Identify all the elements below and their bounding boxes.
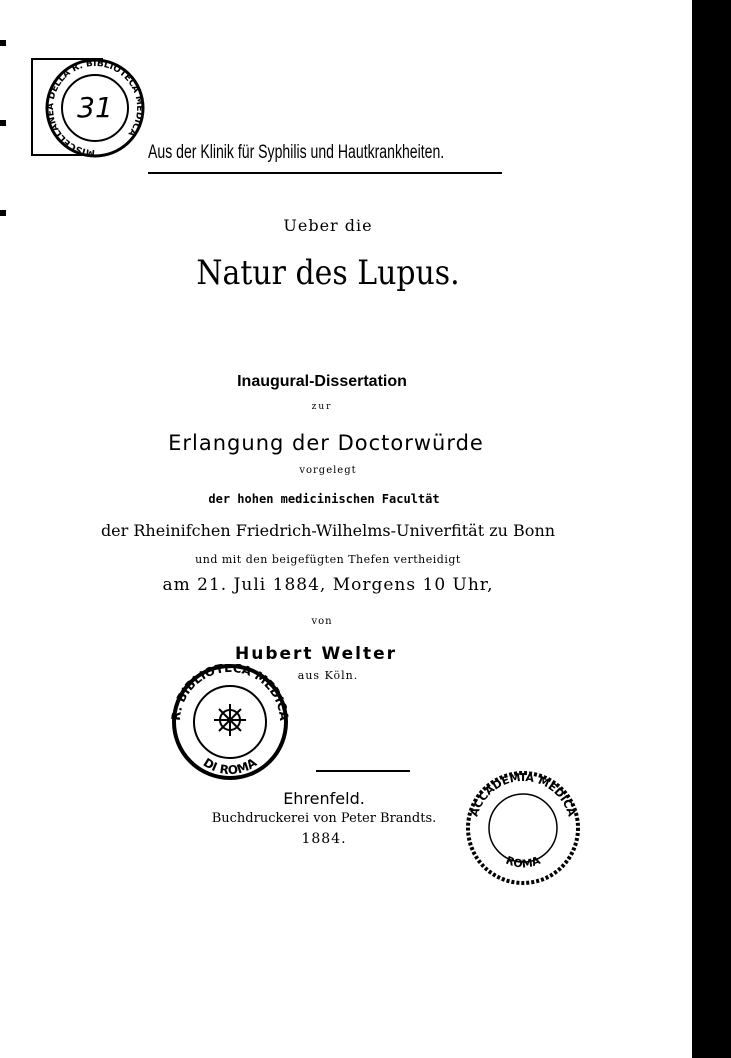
academy-stamp — [462, 770, 584, 890]
stamp-bottom-text: ROMA — [503, 853, 543, 871]
dissertation-type: Inaugural-Dissertation — [237, 373, 407, 390]
title-prefix: Ueber die — [283, 216, 373, 235]
defense-date: am 21. Juli 1884, Morgens 10 Uhr, — [162, 575, 494, 595]
connector-von: von — [311, 616, 333, 627]
author-origin: aus Köln. — [297, 669, 359, 682]
imprint-printer: Buchdruckerei von Peter Brandts. — [211, 811, 437, 826]
stamp-ring-text: MISCELLANEA DELLA R. BIBLIOTECA MEDICA — [45, 58, 145, 158]
library-stamp-top-left — [30, 55, 160, 169]
scan-mark — [0, 40, 6, 46]
scan-mark — [0, 120, 6, 126]
stamp-ring-text: ACCADEMIA MEDICA — [467, 770, 579, 819]
imprint-year: 1884. — [301, 831, 347, 847]
theses-line: und mit den beigefügten Thefen vertheidigt — [195, 553, 461, 566]
scan-right-edge — [692, 0, 731, 1058]
dissertation-purpose: Erlangung der Doctorwürde — [168, 431, 484, 455]
imprint-place: Ehrenfeld. — [283, 789, 365, 808]
connector-zur: zur — [311, 402, 333, 412]
university-line: der Rheinifchen Friedrich-Wilhelms-Univerfität zu Bonn — [100, 521, 556, 540]
page-title: Natur des Lupus. — [196, 253, 460, 293]
stamp-number: 31 — [77, 91, 113, 124]
connector-vorgelegt: vorgelegt — [299, 465, 357, 476]
stamp-bottom-text: DI ROMA — [200, 755, 260, 778]
clinic-underline — [148, 172, 502, 174]
clinic-heading: Aus der Klinik für Syphilis und Hautkrankheiten. — [148, 142, 445, 163]
library-stamp-rome — [164, 664, 296, 786]
stamp-ring-text: R. BIBLIOTECA MEDICA — [168, 664, 292, 722]
imprint-separator — [316, 770, 410, 772]
faculty-line: der hohen medicinischen Facultät — [208, 492, 440, 506]
author-name: Hubert Welter — [235, 644, 397, 664]
